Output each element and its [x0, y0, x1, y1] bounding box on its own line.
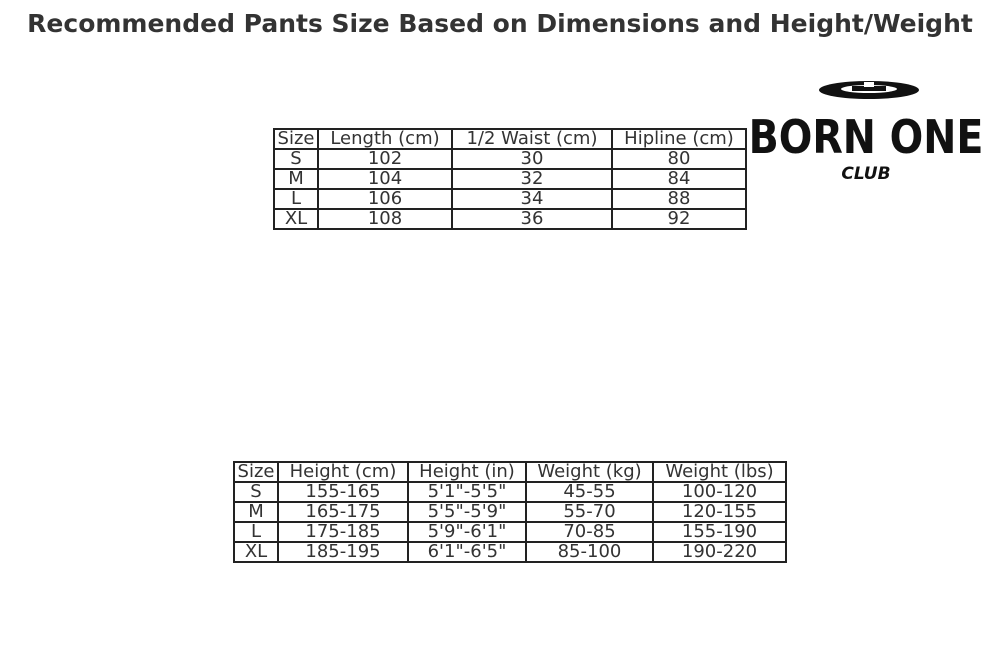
table-cell: 155-165: [278, 482, 408, 502]
table-cell: L: [234, 522, 278, 542]
table-cell: XL: [274, 209, 318, 229]
table-cell: 80: [612, 149, 746, 169]
column-header: Weight (lbs): [653, 462, 786, 482]
table-cell: S: [234, 482, 278, 502]
table-row: [274, 209, 746, 229]
logo-wordmark: BORN ONE: [748, 111, 984, 165]
table-row: [234, 482, 786, 502]
column-header: Length (cm): [318, 129, 452, 149]
table-cell: 190-220: [653, 542, 786, 562]
column-header: Weight (kg): [526, 462, 653, 482]
column-header: Size: [234, 462, 278, 482]
table-cell: 32: [452, 169, 612, 189]
table-cell: 175-185: [278, 522, 408, 542]
table-cell: 108: [318, 209, 452, 229]
table-cell: L: [274, 189, 318, 209]
table-cell: 88: [612, 189, 746, 209]
table-cell: 36: [452, 209, 612, 229]
table-row: [234, 522, 786, 542]
table-cell: 92: [612, 209, 746, 229]
logo-subtitle: CLUB: [841, 164, 891, 184]
table-cell: 6'1"-6'5": [408, 542, 526, 562]
table-cell: 100-120: [653, 482, 786, 502]
table-cell: 106: [318, 189, 452, 209]
table-cell: 185-195: [278, 542, 408, 562]
table-row: [274, 169, 746, 189]
table-cell: 30: [452, 149, 612, 169]
table-cell: S: [274, 149, 318, 169]
born-one-club-logo: [748, 76, 984, 188]
table-cell: 85-100: [526, 542, 653, 562]
table-cell: 45-55: [526, 482, 653, 502]
table-cell: 5'1"-5'5": [408, 482, 526, 502]
table-row: [274, 189, 746, 209]
table-cell: M: [274, 169, 318, 189]
table-row: [234, 502, 786, 522]
table-cell: 5'9"-6'1": [408, 522, 526, 542]
table-row: [274, 149, 746, 169]
table-cell: 34: [452, 189, 612, 209]
column-header: 1/2 Waist (cm): [452, 129, 612, 149]
column-header: Size: [274, 129, 318, 149]
table-cell: 155-190: [653, 522, 786, 542]
table-row: [234, 542, 786, 562]
table-cell: 84: [612, 169, 746, 189]
table-header-row: [274, 129, 746, 149]
column-header: Height (in): [408, 462, 526, 482]
table-cell: 55-70: [526, 502, 653, 522]
column-header: Height (cm): [278, 462, 408, 482]
page-title: Recommended Pants Size Based on Dimensions and Height/Weight: [27, 9, 973, 38]
table-cell: 102: [318, 149, 452, 169]
table-cell: XL: [234, 542, 278, 562]
dimensions-size-table: [273, 128, 747, 230]
table-cell: 5'5"-5'9": [408, 502, 526, 522]
table-cell: 70-85: [526, 522, 653, 542]
column-header: Hipline (cm): [612, 129, 746, 149]
height-weight-size-table: [233, 461, 787, 563]
table-cell: M: [234, 502, 278, 522]
table-header-row: [234, 462, 786, 482]
table-cell: 104: [318, 169, 452, 189]
table-cell: 165-175: [278, 502, 408, 522]
table-cell: 120-155: [653, 502, 786, 522]
